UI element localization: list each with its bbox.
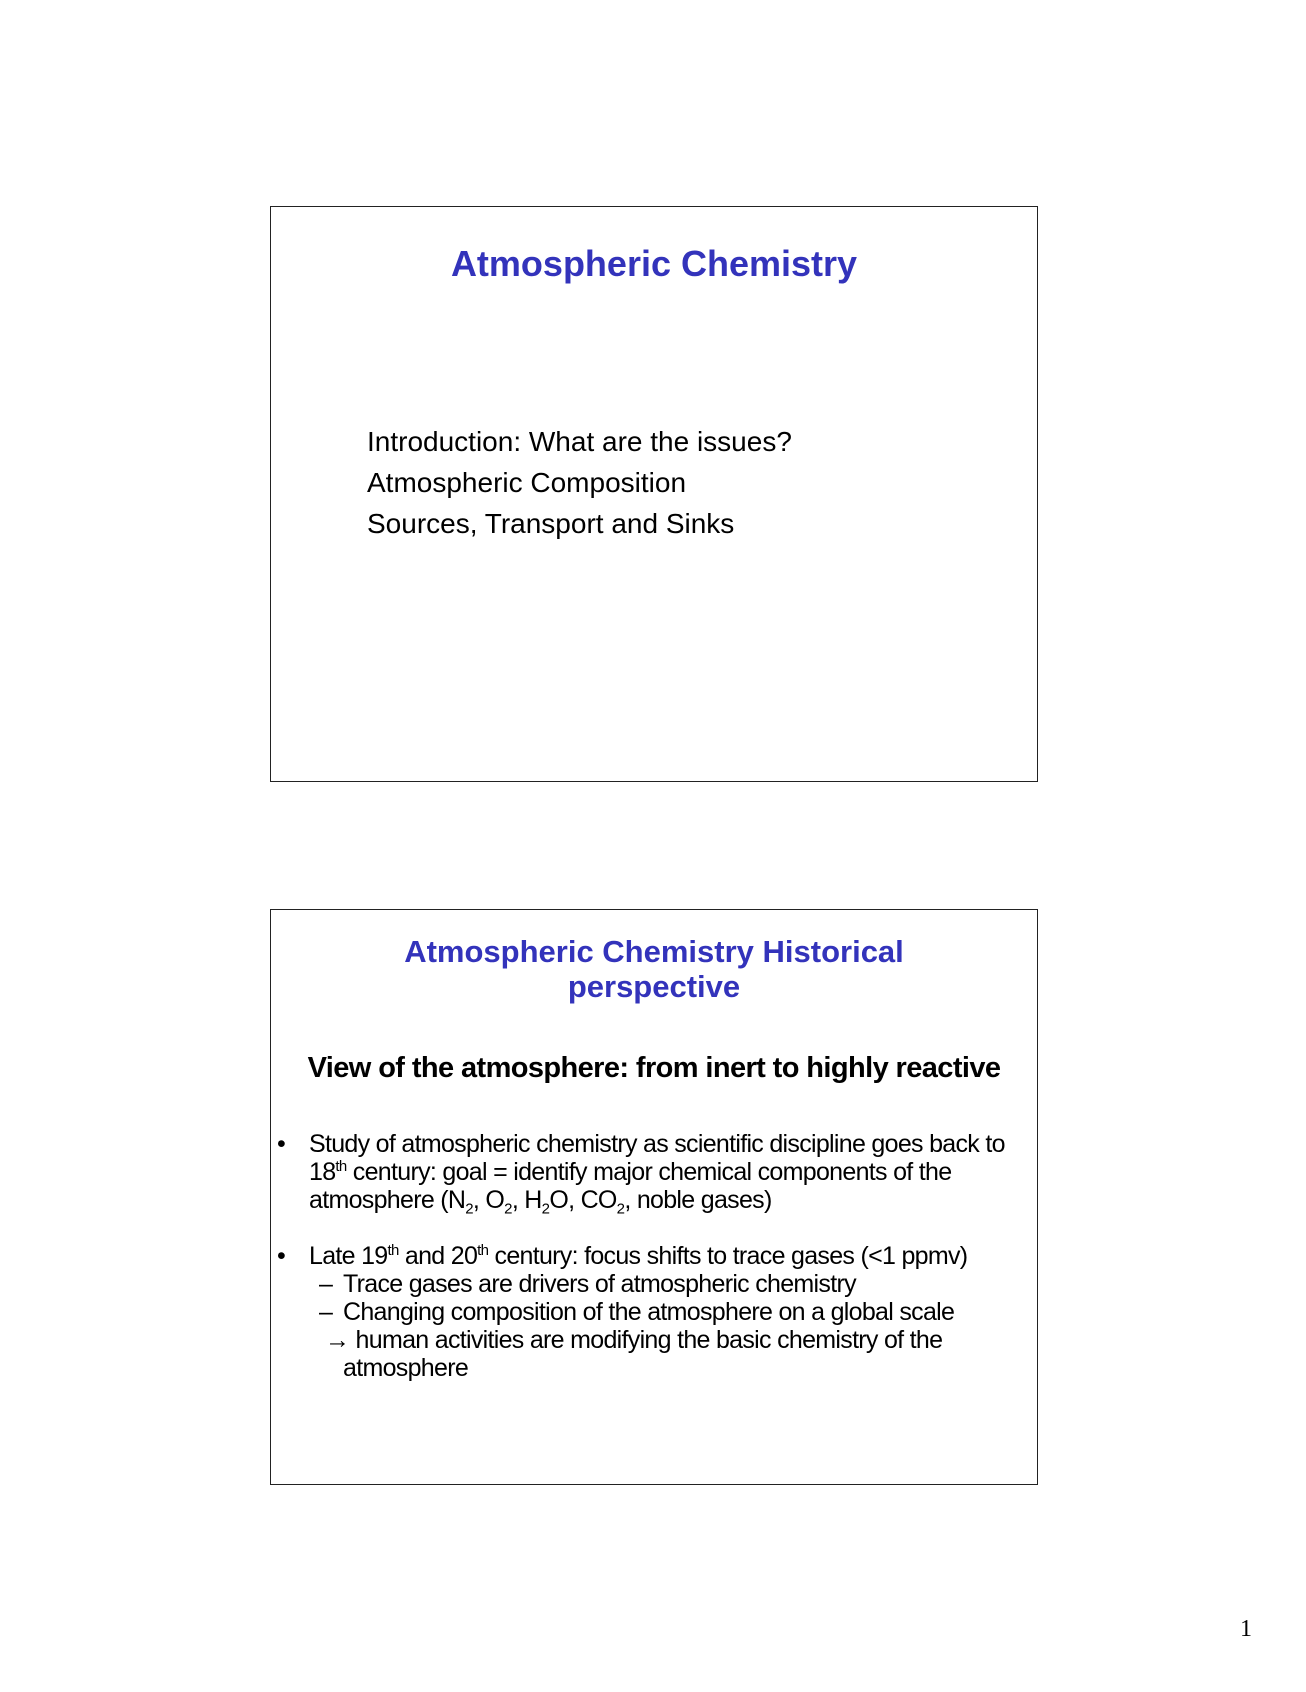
subscript: 2 — [541, 1200, 550, 1218]
agenda-item: Introduction: What are the issues? — [367, 426, 792, 457]
bullet-text: , O — [472, 1186, 505, 1214]
slide-2-subheading: View of the atmosphere: from inert to highly reactive — [307, 1052, 1001, 1084]
dash-marker: – — [319, 1298, 333, 1326]
arrow-text-continued: atmosphere — [343, 1354, 469, 1382]
sub-bullet-text: Trace gases are drivers of atmospheric chemistry — [343, 1270, 856, 1298]
slide-1-title: Atmospheric Chemistry — [450, 243, 858, 284]
bullet-marker: • — [277, 1242, 286, 1270]
sub-bullet-item — [277, 1298, 1025, 1326]
superscript: th — [335, 1158, 347, 1175]
slide-2-body — [277, 1130, 1025, 1382]
bullet-item-1 — [277, 1130, 1025, 1218]
slide-2-title — [271, 934, 1037, 1004]
arrow-icon: → — [325, 1326, 350, 1354]
sub-bullet-item — [277, 1270, 1025, 1298]
bullet-text: Late 19 — [309, 1242, 388, 1270]
arrow-line — [277, 1326, 1025, 1354]
agenda-item: Atmospheric Composition — [367, 467, 687, 498]
bullet-text: Study of atmospheric chemistry as scientific discipline goes back to 18 — [309, 1130, 1005, 1186]
agenda-item: Sources, Transport and Sinks — [367, 508, 735, 539]
slide-2 — [270, 909, 1038, 1485]
slide-1-agenda — [367, 421, 792, 544]
superscript: th — [477, 1242, 489, 1259]
bullet-text: O, CO — [549, 1186, 617, 1214]
sub-bullet-text: Changing composition of the atmosphere on a global scale — [343, 1298, 955, 1326]
bullet-text: century: focus shifts to trace gases (<1 ppmv) — [488, 1242, 968, 1270]
subscript: 2 — [504, 1200, 512, 1218]
superscript: th — [387, 1242, 399, 1259]
subscript: 2 — [465, 1200, 473, 1218]
subscript: 2 — [616, 1200, 625, 1218]
slide-2-title-line-2: perspective — [567, 969, 741, 1004]
bullet-text: , H — [511, 1186, 542, 1214]
bullet-item-2 — [277, 1242, 1025, 1270]
slide-1 — [270, 206, 1038, 782]
dash-marker: – — [319, 1270, 333, 1298]
arrow-text: human activities are modifying the basic chemistry of the — [349, 1326, 943, 1354]
slide-2-title-line-1: Atmospheric Chemistry Historical — [404, 934, 904, 969]
bullet-text: century: goal = identify major chemical components of the atmosphere (N — [309, 1158, 952, 1214]
bullet-text: , noble gases) — [624, 1186, 772, 1214]
page-number: 1 — [1240, 1616, 1252, 1642]
bullet-marker: • — [277, 1130, 286, 1158]
bullet-text: and 20 — [398, 1242, 478, 1270]
